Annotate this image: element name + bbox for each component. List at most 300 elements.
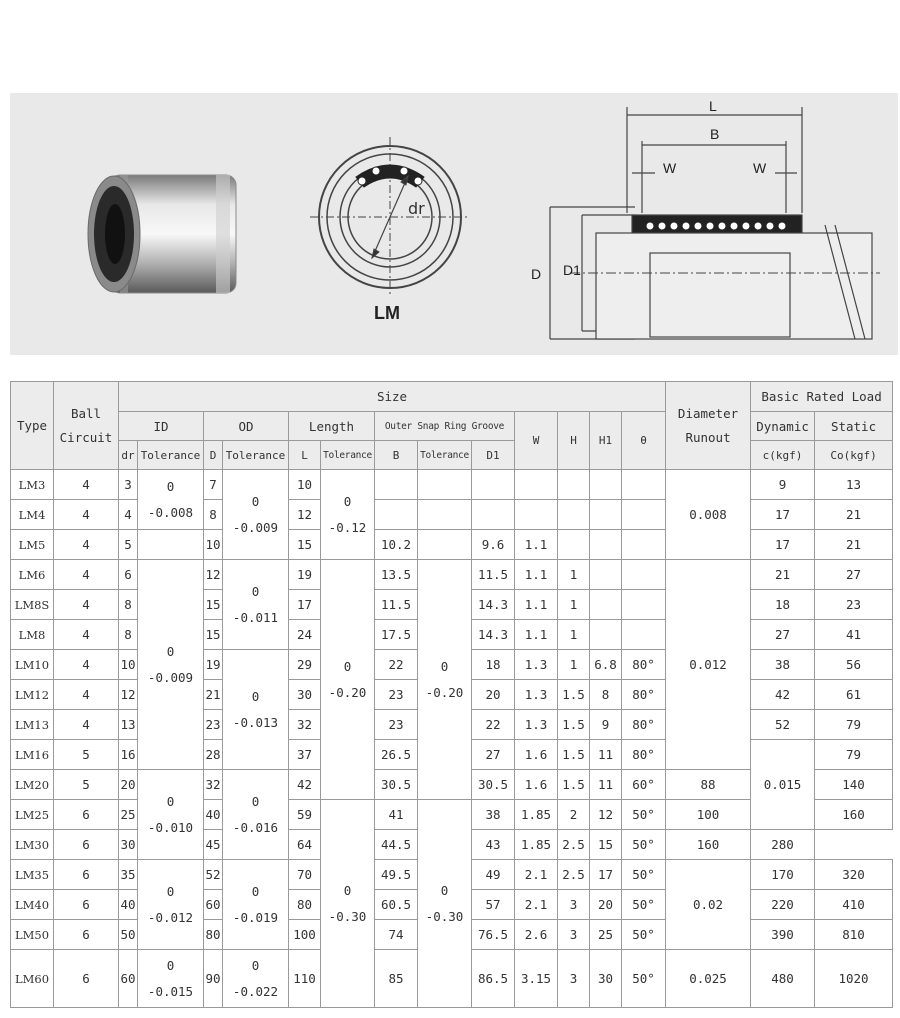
lm-label: LM <box>374 303 400 323</box>
cell-H1: 11 <box>590 740 622 770</box>
tol-top: 0 <box>166 478 175 494</box>
cell-D1: 38 <box>472 800 515 830</box>
cell-ball: 5 <box>54 740 119 770</box>
cell-L: 80 <box>289 890 321 920</box>
cell-od-tolerance <box>223 860 289 950</box>
end-view-drawing <box>310 137 470 297</box>
cell-H1 <box>590 590 622 620</box>
cell-D1: 20 <box>472 680 515 710</box>
cell-runout: 0.02 <box>666 860 751 950</box>
cell-D: 40 <box>204 800 223 830</box>
cell-type: LM16 <box>11 740 54 770</box>
cell-theta: 50° <box>622 950 666 1008</box>
cell-L: 30 <box>289 680 321 710</box>
cell-H1 <box>590 530 622 560</box>
cell-dr: 16 <box>119 740 138 770</box>
cell-type: LM3 <box>11 470 54 500</box>
cell-theta: 50° <box>622 800 666 830</box>
cell-D1: 14.3 <box>472 620 515 650</box>
cell-D: 23 <box>204 710 223 740</box>
cell-H1 <box>590 560 622 590</box>
cell-H <box>558 530 590 560</box>
cell-ball: 6 <box>54 920 119 950</box>
cell-static: 140 <box>815 770 893 800</box>
header-basic-rated-load: Basic Rated Load <box>751 382 893 412</box>
cell-type: LM8 <box>11 620 54 650</box>
cell-H: 1 <box>558 650 590 680</box>
cell-W: 1.1 <box>515 560 558 590</box>
bearing-photo <box>88 175 236 293</box>
tol-top: 0 <box>251 583 260 599</box>
cell-dr: 3 <box>119 470 138 500</box>
cell-ball: 4 <box>54 650 119 680</box>
cell-H: 1 <box>558 590 590 620</box>
tol-top: 0 <box>251 793 260 809</box>
cell-theta: 80° <box>622 650 666 680</box>
tol-bottom: -0.30 <box>425 908 464 924</box>
cell-B: 23 <box>375 710 418 740</box>
tol-top: 0 <box>343 882 352 898</box>
cell-D: 21 <box>204 680 223 710</box>
cell-D1: 49 <box>472 860 515 890</box>
cell-od-tolerance <box>223 560 289 650</box>
cell-H: 2.5 <box>558 830 590 860</box>
cell-groove-tolerance <box>418 500 472 530</box>
tol-bottom: -0.015 <box>147 983 194 999</box>
cell-D: 8 <box>204 500 223 530</box>
header-od: OD <box>204 412 289 441</box>
cell-D1: 11.5 <box>472 560 515 590</box>
cell-B: 26.5 <box>375 740 418 770</box>
cell-D: 80 <box>204 920 223 950</box>
spec-table <box>10 381 893 1008</box>
cell-ball: 6 <box>54 800 119 830</box>
tol-top: 0 <box>251 493 260 509</box>
cell-dr: 50 <box>119 920 138 950</box>
cell-B <box>375 470 418 500</box>
tol-top: 0 <box>251 957 260 973</box>
cell-ball: 6 <box>54 830 119 860</box>
cell-D: 7 <box>204 470 223 500</box>
header-type: Type <box>11 382 54 470</box>
cell-D1: 86.5 <box>472 950 515 1008</box>
cell-dr: 25 <box>119 800 138 830</box>
cell-dynamic: 21 <box>751 560 815 590</box>
cell-L: 17 <box>289 590 321 620</box>
cell-groove-tolerance <box>418 560 472 800</box>
header-diameter-runout <box>666 382 751 470</box>
cell-runout: 0.008 <box>666 470 751 560</box>
cell-dynamic: 390 <box>751 920 815 950</box>
bearing-drawings <box>10 93 898 355</box>
cell-L: 19 <box>289 560 321 590</box>
cell-dr: 30 <box>119 830 138 860</box>
cell-type: LM12 <box>11 680 54 710</box>
tol-top: 0 <box>440 882 449 898</box>
cell-static: 27 <box>815 560 893 590</box>
cell-static: 160 <box>815 800 893 830</box>
cell-ball: 6 <box>54 890 119 920</box>
cell-B: 60.5 <box>375 890 418 920</box>
cell-theta <box>622 470 666 500</box>
cell-L: 12 <box>289 500 321 530</box>
cell-dynamic: 17 <box>751 500 815 530</box>
cell-theta: 80° <box>622 680 666 710</box>
cell-L: 64 <box>289 830 321 860</box>
cell-H1: 6.8 <box>590 650 622 680</box>
cell-H1 <box>590 470 622 500</box>
header-diameter-runout-line2: Runout <box>685 429 731 445</box>
cell-theta: 50° <box>622 860 666 890</box>
cell-B: 13.5 <box>375 560 418 590</box>
cell-id-tolerance <box>138 560 204 770</box>
cell-type: LM4 <box>11 500 54 530</box>
spec-table-header <box>11 382 893 470</box>
cell-type: LM60 <box>11 950 54 1008</box>
cell-B: 23 <box>375 680 418 710</box>
dim-D1-label: D1 <box>563 262 581 278</box>
cell-static: 23 <box>815 590 893 620</box>
table-row <box>11 530 893 560</box>
cell-W: 2.6 <box>515 920 558 950</box>
cell-type: LM30 <box>11 830 54 860</box>
cell-ball: 4 <box>54 620 119 650</box>
cell-L: 24 <box>289 620 321 650</box>
cell-theta <box>622 560 666 590</box>
tol-bottom: -0.016 <box>232 819 279 835</box>
header-H: H <box>558 412 590 470</box>
dr-label: dr <box>408 199 425 218</box>
cell-B: 44.5 <box>375 830 418 860</box>
tol-bottom: -0.008 <box>147 504 194 520</box>
cell-W: 1.3 <box>515 710 558 740</box>
cell-H: 2 <box>558 800 590 830</box>
cell-dr: 60 <box>119 950 138 1008</box>
cell-D1: 30.5 <box>472 770 515 800</box>
cell-dr: 12 <box>119 680 138 710</box>
cell-length-tolerance <box>321 470 375 560</box>
tol-bottom: -0.019 <box>232 909 279 925</box>
cell-dynamic: 160 <box>666 830 751 860</box>
tol-bottom: -0.12 <box>328 519 367 535</box>
header-diameter-runout-line1: Diameter <box>677 405 739 421</box>
cell-B: 10.2 <box>375 530 418 560</box>
cell-dr: 5 <box>119 530 138 560</box>
cell-D: 10 <box>204 530 223 560</box>
tol-bottom: -0.010 <box>147 819 194 835</box>
cell-H: 2.5 <box>558 860 590 890</box>
cell-ball: 5 <box>54 770 119 800</box>
cell-B: 17.5 <box>375 620 418 650</box>
header-ball-circuit-line1: Ball <box>70 405 102 421</box>
cell-dynamic: 38 <box>751 650 815 680</box>
cell-type: LM35 <box>11 860 54 890</box>
cell-W: 1.85 <box>515 800 558 830</box>
cell-D1: 76.5 <box>472 920 515 950</box>
cell-D1 <box>472 470 515 500</box>
cell-dynamic: 52 <box>751 710 815 740</box>
cell-length-tolerance <box>321 560 375 800</box>
cell-ball: 4 <box>54 470 119 500</box>
header-W: W <box>515 412 558 470</box>
cell-static: 21 <box>815 530 893 560</box>
cell-dynamic: 79 <box>815 740 893 770</box>
cell-dr: 8 <box>119 590 138 620</box>
cell-H: 3 <box>558 920 590 950</box>
cell-W: 1.85 <box>515 830 558 860</box>
cell-ball: 4 <box>54 560 119 590</box>
cell-od-tolerance <box>223 470 289 560</box>
table-row <box>11 560 893 590</box>
cell-L: 100 <box>289 920 321 950</box>
cell-B: 74 <box>375 920 418 950</box>
cell-D1: 43 <box>472 830 515 860</box>
cell-H: 1.5 <box>558 770 590 800</box>
cell-H1: 15 <box>590 830 622 860</box>
cell-H1 <box>590 620 622 650</box>
header-id: ID <box>119 412 204 441</box>
tol-bottom: -0.009 <box>147 669 194 685</box>
cell-type: LM6 <box>11 560 54 590</box>
cell-ball: 4 <box>54 710 119 740</box>
tol-bottom: -0.012 <box>147 909 194 925</box>
cell-dynamic: 480 <box>751 950 815 1008</box>
cell-B: 11.5 <box>375 590 418 620</box>
cell-type: LM40 <box>11 890 54 920</box>
cell-W: 2.1 <box>515 890 558 920</box>
cell-dynamic: 27 <box>751 620 815 650</box>
cell-theta <box>622 500 666 530</box>
cell-theta <box>622 530 666 560</box>
tol-top: 0 <box>343 493 352 509</box>
cell-type: LM50 <box>11 920 54 950</box>
cell-D: 28 <box>204 740 223 770</box>
cell-W: 1.6 <box>515 770 558 800</box>
cell-B: 49.5 <box>375 860 418 890</box>
cell-D: 45 <box>204 830 223 860</box>
cell-B <box>375 500 418 530</box>
cell-H1: 25 <box>590 920 622 950</box>
cell-W: 1.3 <box>515 650 558 680</box>
cell-H: 1 <box>558 620 590 650</box>
cell-L: 110 <box>289 950 321 1008</box>
header-dr: dr <box>119 441 138 470</box>
cell-H <box>558 500 590 530</box>
cell-H: 1 <box>558 560 590 590</box>
header-static: Static <box>815 412 893 441</box>
cell-H1: 12 <box>590 800 622 830</box>
cell-theta: 50° <box>622 920 666 950</box>
cell-static: 79 <box>815 710 893 740</box>
cell-type: LM13 <box>11 710 54 740</box>
cell-H1: 9 <box>590 710 622 740</box>
cell-B: 85 <box>375 950 418 1008</box>
cell-L: 37 <box>289 740 321 770</box>
cell-W: 2.1 <box>515 860 558 890</box>
cell-theta: 50° <box>622 830 666 860</box>
cell-D1: 9.6 <box>472 530 515 560</box>
cell-H: 3 <box>558 890 590 920</box>
cell-dynamic: 9 <box>751 470 815 500</box>
cell-W: 1.1 <box>515 530 558 560</box>
header-H1: H1 <box>590 412 622 470</box>
cell-theta: 80° <box>622 710 666 740</box>
tol-top: 0 <box>166 957 175 973</box>
header-dynamic-unit: c(kgf) <box>751 441 815 470</box>
tol-bottom: -0.20 <box>425 684 464 700</box>
cell-L: 70 <box>289 860 321 890</box>
table-row <box>11 470 893 500</box>
cell-od-tolerance <box>223 650 289 770</box>
cell-groove-tolerance <box>418 530 472 560</box>
cell-L: 10 <box>289 470 321 500</box>
cell-W: 3.15 <box>515 950 558 1008</box>
dim-W-left-label: W <box>663 160 677 176</box>
cell-D1: 27 <box>472 740 515 770</box>
cell-H: 1.5 <box>558 710 590 740</box>
cell-W: 1.1 <box>515 590 558 620</box>
cell-type: LM20 <box>11 770 54 800</box>
cell-type: LM8S <box>11 590 54 620</box>
cell-runout: 0.025 <box>666 950 751 1008</box>
tol-bottom: -0.011 <box>232 609 279 625</box>
cell-dr: 8 <box>119 620 138 650</box>
cell-B: 30.5 <box>375 770 418 800</box>
cell-theta: 80° <box>622 740 666 770</box>
header-tolerance-od: Tolerance <box>223 441 289 470</box>
cell-dynamic: 17 <box>751 530 815 560</box>
cell-dynamic: 220 <box>751 890 815 920</box>
cell-dynamic: 18 <box>751 590 815 620</box>
cell-groove-tolerance <box>418 800 472 1008</box>
cell-W: 1.6 <box>515 740 558 770</box>
cell-groove-tolerance <box>418 470 472 500</box>
cell-dynamic: 88 <box>666 770 751 800</box>
tol-top: 0 <box>166 883 175 899</box>
dim-W-right-label: W <box>753 160 767 176</box>
cell-dynamic: 170 <box>751 860 815 890</box>
cell-type: LM10 <box>11 650 54 680</box>
cell-D1 <box>472 500 515 530</box>
tol-bottom: -0.013 <box>232 714 279 730</box>
cell-static: 13 <box>815 470 893 500</box>
spec-table-wrapper <box>10 381 893 1008</box>
cell-H1 <box>590 500 622 530</box>
cell-H1: 20 <box>590 890 622 920</box>
dim-D-label: D <box>531 266 542 282</box>
tol-top: 0 <box>343 658 352 674</box>
cell-id-tolerance <box>138 470 204 530</box>
tol-bottom: -0.009 <box>232 519 279 535</box>
header-tolerance-groove: Tolerance <box>418 441 472 470</box>
cell-D: 15 <box>204 590 223 620</box>
tol-top: 0 <box>440 658 449 674</box>
cell-theta: 50° <box>622 890 666 920</box>
tol-top: 0 <box>251 688 260 704</box>
cell-D: 12 <box>204 560 223 590</box>
cell-dr: 10 <box>119 650 138 680</box>
header-length: Length <box>289 412 375 441</box>
cell-B: 22 <box>375 650 418 680</box>
cell-D1: 14.3 <box>472 590 515 620</box>
cell-id-tolerance <box>138 530 204 560</box>
cell-dynamic: 100 <box>666 800 751 830</box>
tol-top: 0 <box>251 883 260 899</box>
cell-ball: 4 <box>54 500 119 530</box>
cell-D: 19 <box>204 650 223 680</box>
cell-D1: 57 <box>472 890 515 920</box>
header-theta: θ <box>622 412 666 470</box>
header-tolerance-id: Tolerance <box>138 441 204 470</box>
tol-bottom: -0.30 <box>328 908 367 924</box>
tol-top: 0 <box>166 793 175 809</box>
cell-dynamic: 42 <box>751 680 815 710</box>
cell-D: 60 <box>204 890 223 920</box>
cell-theta <box>622 620 666 650</box>
cell-D1: 18 <box>472 650 515 680</box>
cell-D: 52 <box>204 860 223 890</box>
cell-H <box>558 470 590 500</box>
cell-dr: 40 <box>119 890 138 920</box>
cell-static: 280 <box>751 830 815 860</box>
header-D1: D1 <box>472 441 515 470</box>
cell-ball: 6 <box>54 860 119 890</box>
cell-W <box>515 500 558 530</box>
cell-id-tolerance <box>138 770 204 860</box>
header-tolerance-length: Tolerance <box>321 441 375 470</box>
dim-L-label: L <box>709 98 717 114</box>
tol-bottom: -0.022 <box>232 983 279 999</box>
cell-dr: 6 <box>119 560 138 590</box>
cell-static: 320 <box>815 860 893 890</box>
header-size: Size <box>119 382 666 412</box>
tol-bottom: -0.20 <box>328 684 367 700</box>
cell-L: 42 <box>289 770 321 800</box>
cell-static: 61 <box>815 680 893 710</box>
spec-table-body <box>11 470 893 1008</box>
cell-dr: 13 <box>119 710 138 740</box>
header-ball-circuit <box>54 382 119 470</box>
tol-top: 0 <box>166 643 175 659</box>
cell-D: 90 <box>204 950 223 1008</box>
bearing-figure-band <box>10 93 898 355</box>
header-static-unit: Co(kgf) <box>815 441 893 470</box>
cell-theta: 60° <box>622 770 666 800</box>
cell-static: 56 <box>815 650 893 680</box>
cell-L: 59 <box>289 800 321 830</box>
cell-type: LM5 <box>11 530 54 560</box>
cell-dr: 35 <box>119 860 138 890</box>
header-dynamic: Dynamic <box>751 412 815 441</box>
cell-L: 32 <box>289 710 321 740</box>
cell-H: 1.5 <box>558 680 590 710</box>
header-D: D <box>204 441 223 470</box>
cell-H: 3 <box>558 950 590 1008</box>
cell-static: 810 <box>815 920 893 950</box>
cell-H1: 8 <box>590 680 622 710</box>
cell-H1: 17 <box>590 860 622 890</box>
cell-id-tolerance <box>138 950 204 1008</box>
cell-B: 41 <box>375 800 418 830</box>
cell-L: 15 <box>289 530 321 560</box>
cell-L: 29 <box>289 650 321 680</box>
cell-D1: 22 <box>472 710 515 740</box>
cell-theta <box>622 590 666 620</box>
cell-static: 41 <box>815 620 893 650</box>
dim-B-label: B <box>710 126 720 142</box>
header-L: L <box>289 441 321 470</box>
header-B: B <box>375 441 418 470</box>
